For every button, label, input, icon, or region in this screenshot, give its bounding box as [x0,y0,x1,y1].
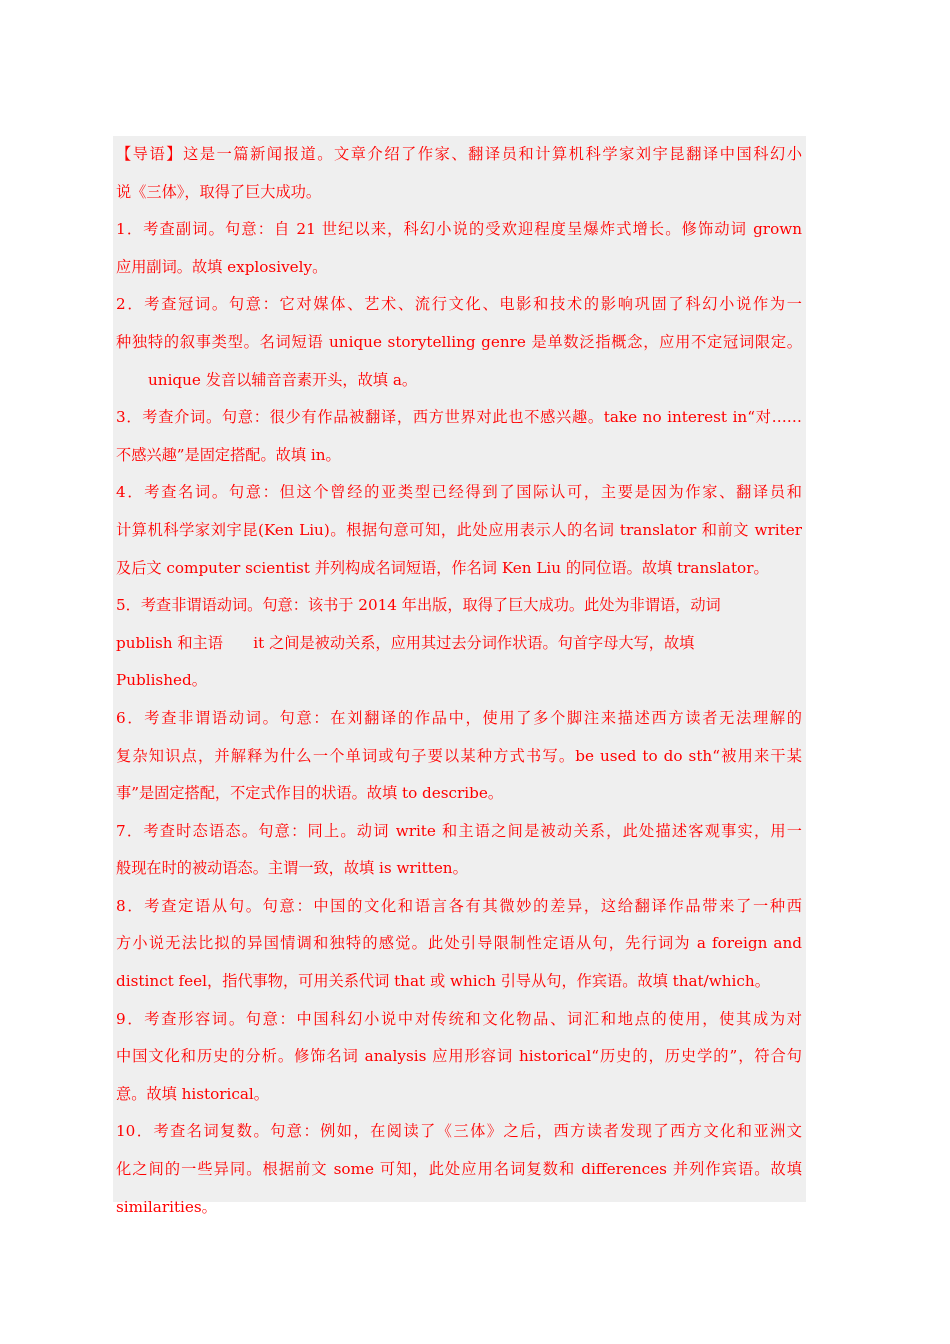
text-line: 10．考查名词复数。句意：例如，在阅读了《三体》之后，西方读者发现了西方文化和亚洲文 [116,1122,802,1141]
text-line: unique 发音以辅音音素开头，故填 a。 [148,370,418,389]
text-line: 中国文化和历史的分析。修饰名词 analysis 应用形容词 historical“历史的，历史学的”，符合句 [116,1047,802,1066]
text-line: Published。 [116,671,207,690]
text-line: 1．考查副词。句意：自 21 世纪以来，科幻小说的受欢迎程度呈爆炸式增长。修饰动词 grown [116,220,802,239]
text-line: 种独特的叙事类型。名词短语 unique storytelling genre 是单数泛指概念，应用不定冠词限定。 [116,332,802,351]
text-line: 般现在时的被动语态。主谓一致，故填 is written。 [116,859,468,878]
text-line: 事”是固定搭配，不定式作目的状语。故填 to describe。 [116,784,504,803]
text-line: 方小说无法比拟的异国情调和独特的感觉。此处引导限制性定语从句，先行词为 a foreign and [116,934,802,953]
text-line: distinct feel，指代事物，可用关系代词 that 或 which 引导从句，作宾语。故填 that/which。 [116,972,770,991]
text-line: 意。故填 historical。 [116,1084,269,1103]
text-line: 复杂知识点，并解释为什么一个单词或句子要以某种方式书写。be used to do sth“被用来干某 [116,746,802,765]
text-line: 【导语】这是一篇新闻报道。文章介绍了作家、翻译员和计算机科学家刘宇昆翻译中国科幻小 [116,145,802,163]
text-line: 8．考查定语从句。句意：中国的文化和语言各有其微妙的差异，这给翻译作品带来了一种西 [116,896,802,915]
text-line: 应用副词。故填 explosively。 [116,257,328,276]
text-line: publish 和主语 it 之间是被动关系，应用其过去分词作状语。句首字母大写，故填 [116,633,695,652]
answer-explanation-block [113,136,806,1216]
text-line: 5．考查非谓语动词。句意：该书于 2014 年出版，取得了巨大成功。此处为非谓语，动词 [116,596,721,615]
text-line: 不感兴趣”是固定搭配。故填 in。 [116,445,341,464]
text-line: 化之间的一些异同。根据前文 some 可知，此处应用名词复数和 differences 并列作宾语。故填 [116,1160,802,1179]
text-line: 2．考查冠词。句意：它对媒体、艺术、流行文化、电影和技术的影响巩固了科幻小说作为一 [116,295,802,314]
text-line: 说《三体》，取得了巨大成功。 [116,182,322,201]
text-line: 4．考查名词。句意：但这个曾经的亚类型已经得到了国际认可，主要是因为作家、翻译员和 [116,483,802,502]
text-line: 及后文 computer scientist 并列构成名词短语，作名词 Ken Liu 的同位语。故填 translator。 [116,558,769,577]
text-line: 计算机科学家刘宇昆(Ken Liu)。根据句意可知，此处应用表示人的名词 translator 和前文 writer [116,520,802,539]
text-line: 6．考查非谓语动词。句意：在刘翻译的作品中，使用了多个脚注来描述西方读者无法理解的 [116,708,802,727]
text-line: 9．考查形容词。句意：中国科幻小说中对传统和文化物品、词汇和地点的使用，使其成为对 [116,1009,802,1028]
text-line: 7．考查时态语态。句意：同上。动词 write 和主语之间是被动关系，此处描述客观事实，用一 [116,821,802,840]
text-line: 3．考查介词。句意：很少有作品被翻译，西方世界对此也不感兴趣。take no interest in“对…… [116,408,802,427]
text-line: similarities。 [116,1197,217,1216]
